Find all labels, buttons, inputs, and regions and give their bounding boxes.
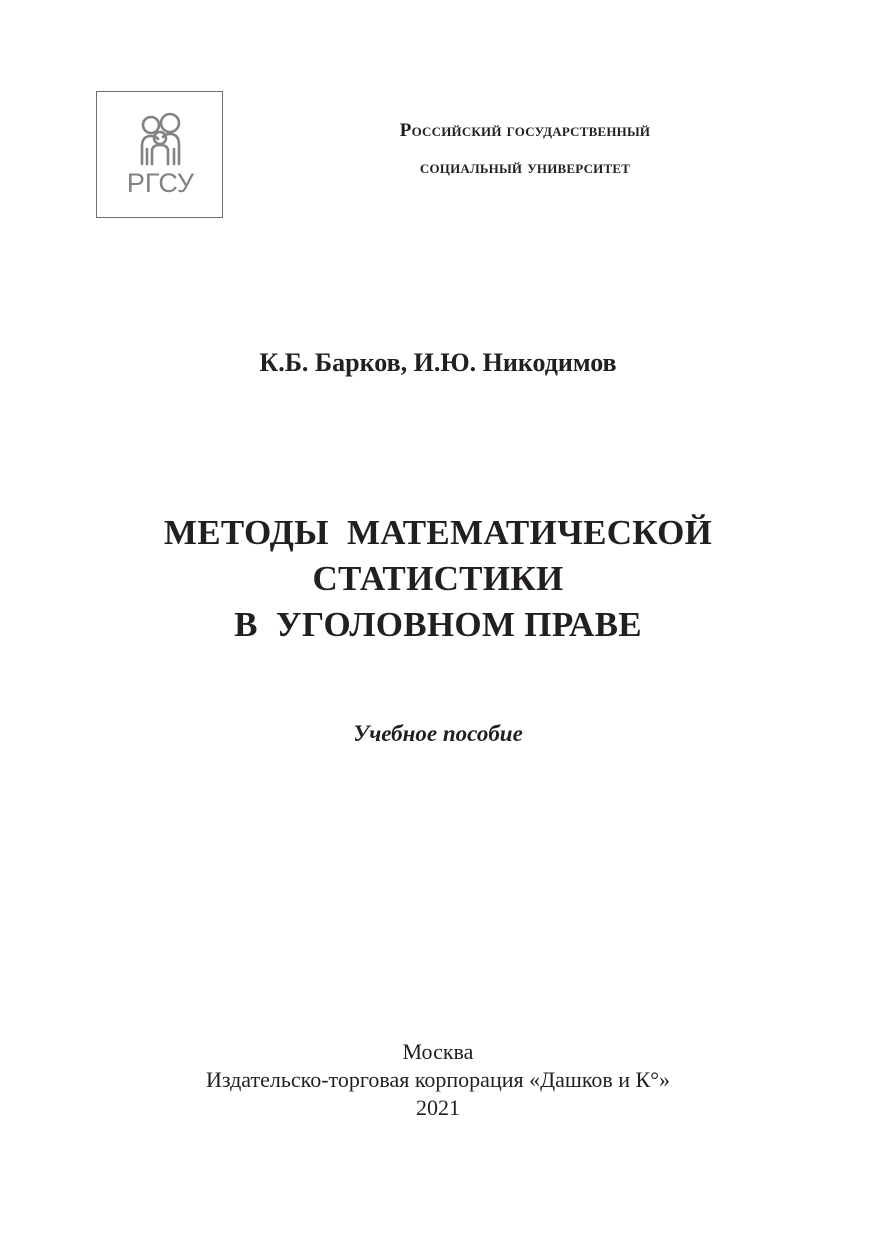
book-title	[0, 510, 876, 648]
imprint-year: 2021	[416, 1095, 460, 1120]
book-title-line-2: СТАТИСТИКИ	[312, 559, 564, 598]
authors: К.Б. Барков, И.Ю. Никодимов	[259, 348, 617, 377]
university-name-line-2: социальный университет	[419, 157, 631, 178]
imprint-city: Москва	[402, 1039, 474, 1064]
imprint	[0, 1038, 876, 1122]
book-title-line-3: В УГОЛОВНОМ ПРАВЕ	[234, 605, 642, 644]
logo-text: РГСУ	[126, 168, 195, 198]
family-figures-icon	[97, 92, 224, 219]
university-name	[300, 118, 750, 181]
book-subtitle: Учебное пособие	[353, 721, 523, 746]
university-logo	[96, 91, 223, 218]
university-name-line-1: Российский государственный	[399, 120, 651, 141]
book-title-line-1: МЕТОДЫ МАТЕМАТИЧЕСКОЙ	[163, 513, 713, 552]
imprint-publisher: Издательско-торговая корпорация «Дашков и К°»	[205, 1067, 671, 1092]
